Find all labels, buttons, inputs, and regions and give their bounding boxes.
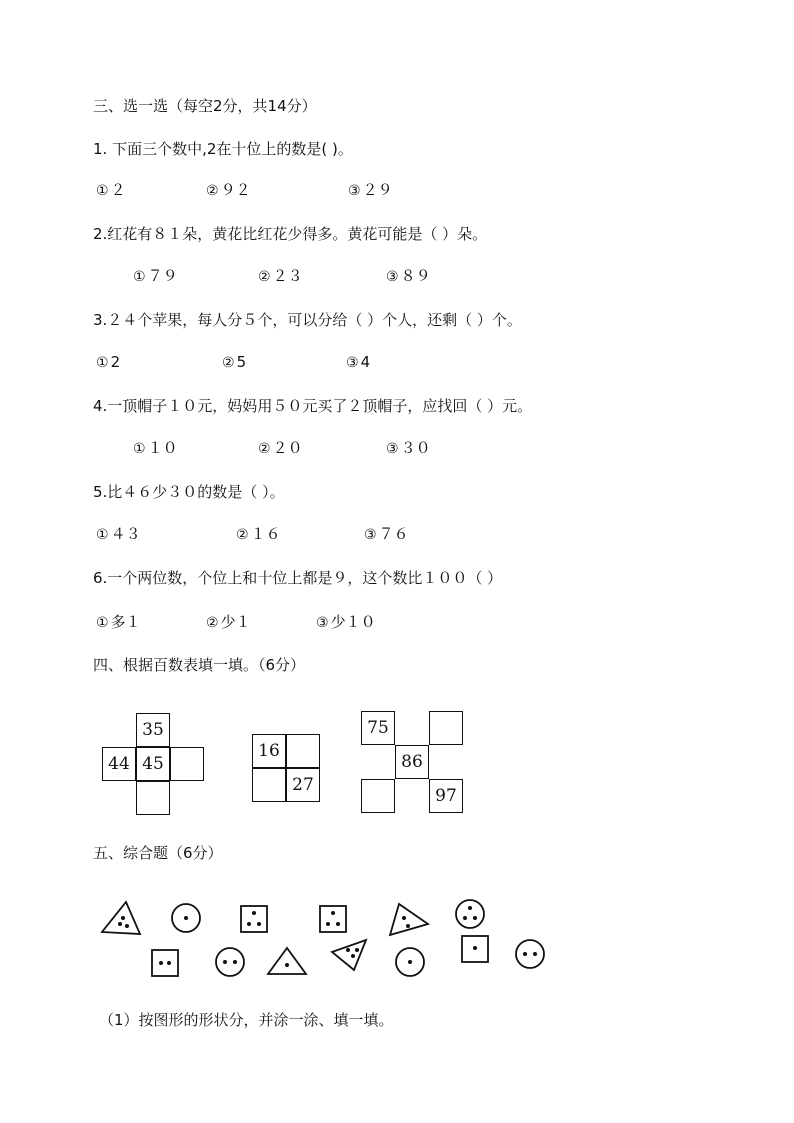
option-marker: ③ xyxy=(386,269,399,285)
square-shape xyxy=(320,906,346,932)
grid-cell: 75 xyxy=(361,711,395,745)
grid-cell: 16 xyxy=(252,734,286,768)
q2-option-1[interactable]: ① ７９ xyxy=(133,267,178,285)
section4-heading: 四、根据百数表填一填。（6分） xyxy=(93,656,306,674)
grid-cell: 45 xyxy=(136,747,170,781)
option-marker: ① xyxy=(96,183,109,199)
question-5: 5.比４６少３０的数是（ ）。 xyxy=(93,483,285,501)
option-marker: ③ xyxy=(386,441,399,457)
option-marker: ② xyxy=(206,615,219,631)
grid-cell-blank[interactable] xyxy=(429,711,463,745)
option-marker: ② xyxy=(258,269,271,285)
q6-option-2[interactable]: ② 少１ xyxy=(206,613,251,631)
grid-cell: 27 xyxy=(286,768,320,802)
grid-cell-blank[interactable] xyxy=(361,779,395,813)
section5-instruction: （1）按图形的形状分，并涂一涂、填一填。 xyxy=(99,1011,394,1029)
q3-option-2[interactable]: ② 5 xyxy=(222,353,247,371)
option-marker: ① xyxy=(96,615,109,631)
q3-option-3[interactable]: ③ 4 xyxy=(346,353,371,371)
grid-cell: 35 xyxy=(136,713,170,747)
q6-option-3[interactable]: ③ 少１０ xyxy=(316,613,376,631)
question-6: 6.一个两位数，个位上和十位上都是９，这个数比１００（ ） xyxy=(93,569,503,587)
grid-cell-blank[interactable] xyxy=(286,734,320,768)
q2-option-2[interactable]: ② ２３ xyxy=(258,267,303,285)
option-marker: ① xyxy=(96,355,109,371)
q1-option-3[interactable]: ③ ２９ xyxy=(348,181,393,199)
q4-option-3[interactable]: ③ ３０ xyxy=(386,439,431,457)
question-1: 1. 下面三个数中,2在十位上的数是( )。 xyxy=(93,140,353,158)
shapes-illustration xyxy=(96,888,566,988)
section5-heading: 五、综合题（6分） xyxy=(93,844,223,862)
grid-cell-blank[interactable] xyxy=(252,768,286,802)
question-3: 3.２４个苹果，每人分５个，可以分给（ ）个人，还剩（ ）个。 xyxy=(93,311,522,329)
circle-shape xyxy=(456,900,484,928)
q4-option-2[interactable]: ② ２０ xyxy=(258,439,303,457)
grid-cell-blank[interactable] xyxy=(170,747,204,781)
q6-option-1[interactable]: ① 多１ xyxy=(96,613,141,631)
option-marker: ③ xyxy=(364,527,377,543)
option-marker: ③ xyxy=(346,355,359,371)
grid-cell: 97 xyxy=(429,779,463,813)
square-shape xyxy=(241,906,267,932)
square-shape xyxy=(152,950,178,976)
q3-option-1[interactable]: ① 2 xyxy=(96,353,121,371)
option-marker: ② xyxy=(258,441,271,457)
grid-cell-blank[interactable] xyxy=(136,781,170,815)
q1-option-1[interactable]: ① ２ xyxy=(96,181,126,199)
q5-option-2[interactable]: ② １６ xyxy=(236,525,281,543)
triangle-shape xyxy=(268,948,306,974)
option-marker: ③ xyxy=(316,615,329,631)
q1-option-2[interactable]: ② ９２ xyxy=(206,181,251,199)
section3-heading: 三、选一选（每空2分，共14分） xyxy=(93,97,317,115)
triangle-shape xyxy=(332,940,366,970)
option-marker: ① xyxy=(133,269,146,285)
q2-option-3[interactable]: ③ ８９ xyxy=(386,267,431,285)
grid-cell: 86 xyxy=(395,745,429,779)
option-marker: ② xyxy=(206,183,219,199)
q5-option-1[interactable]: ① ４３ xyxy=(96,525,141,543)
question-2: 2.红花有８１朵，黄花比红花少得多。黄花可能是（ ）朵。 xyxy=(93,225,488,243)
option-marker: ② xyxy=(236,527,249,543)
option-marker: ① xyxy=(133,441,146,457)
circle-shape xyxy=(516,940,544,968)
question-4: 4.一顶帽子１０元，妈妈用５０元买了２顶帽子，应找回（ ）元。 xyxy=(93,397,533,415)
option-marker: ② xyxy=(222,355,235,371)
grid-cell: 44 xyxy=(102,747,136,781)
triangle-shape xyxy=(390,904,428,935)
q4-option-1[interactable]: ① １０ xyxy=(133,439,178,457)
option-marker: ③ xyxy=(348,183,361,199)
q5-option-3[interactable]: ③ ７６ xyxy=(364,525,409,543)
circle-shape xyxy=(216,948,244,976)
option-marker: ① xyxy=(96,527,109,543)
